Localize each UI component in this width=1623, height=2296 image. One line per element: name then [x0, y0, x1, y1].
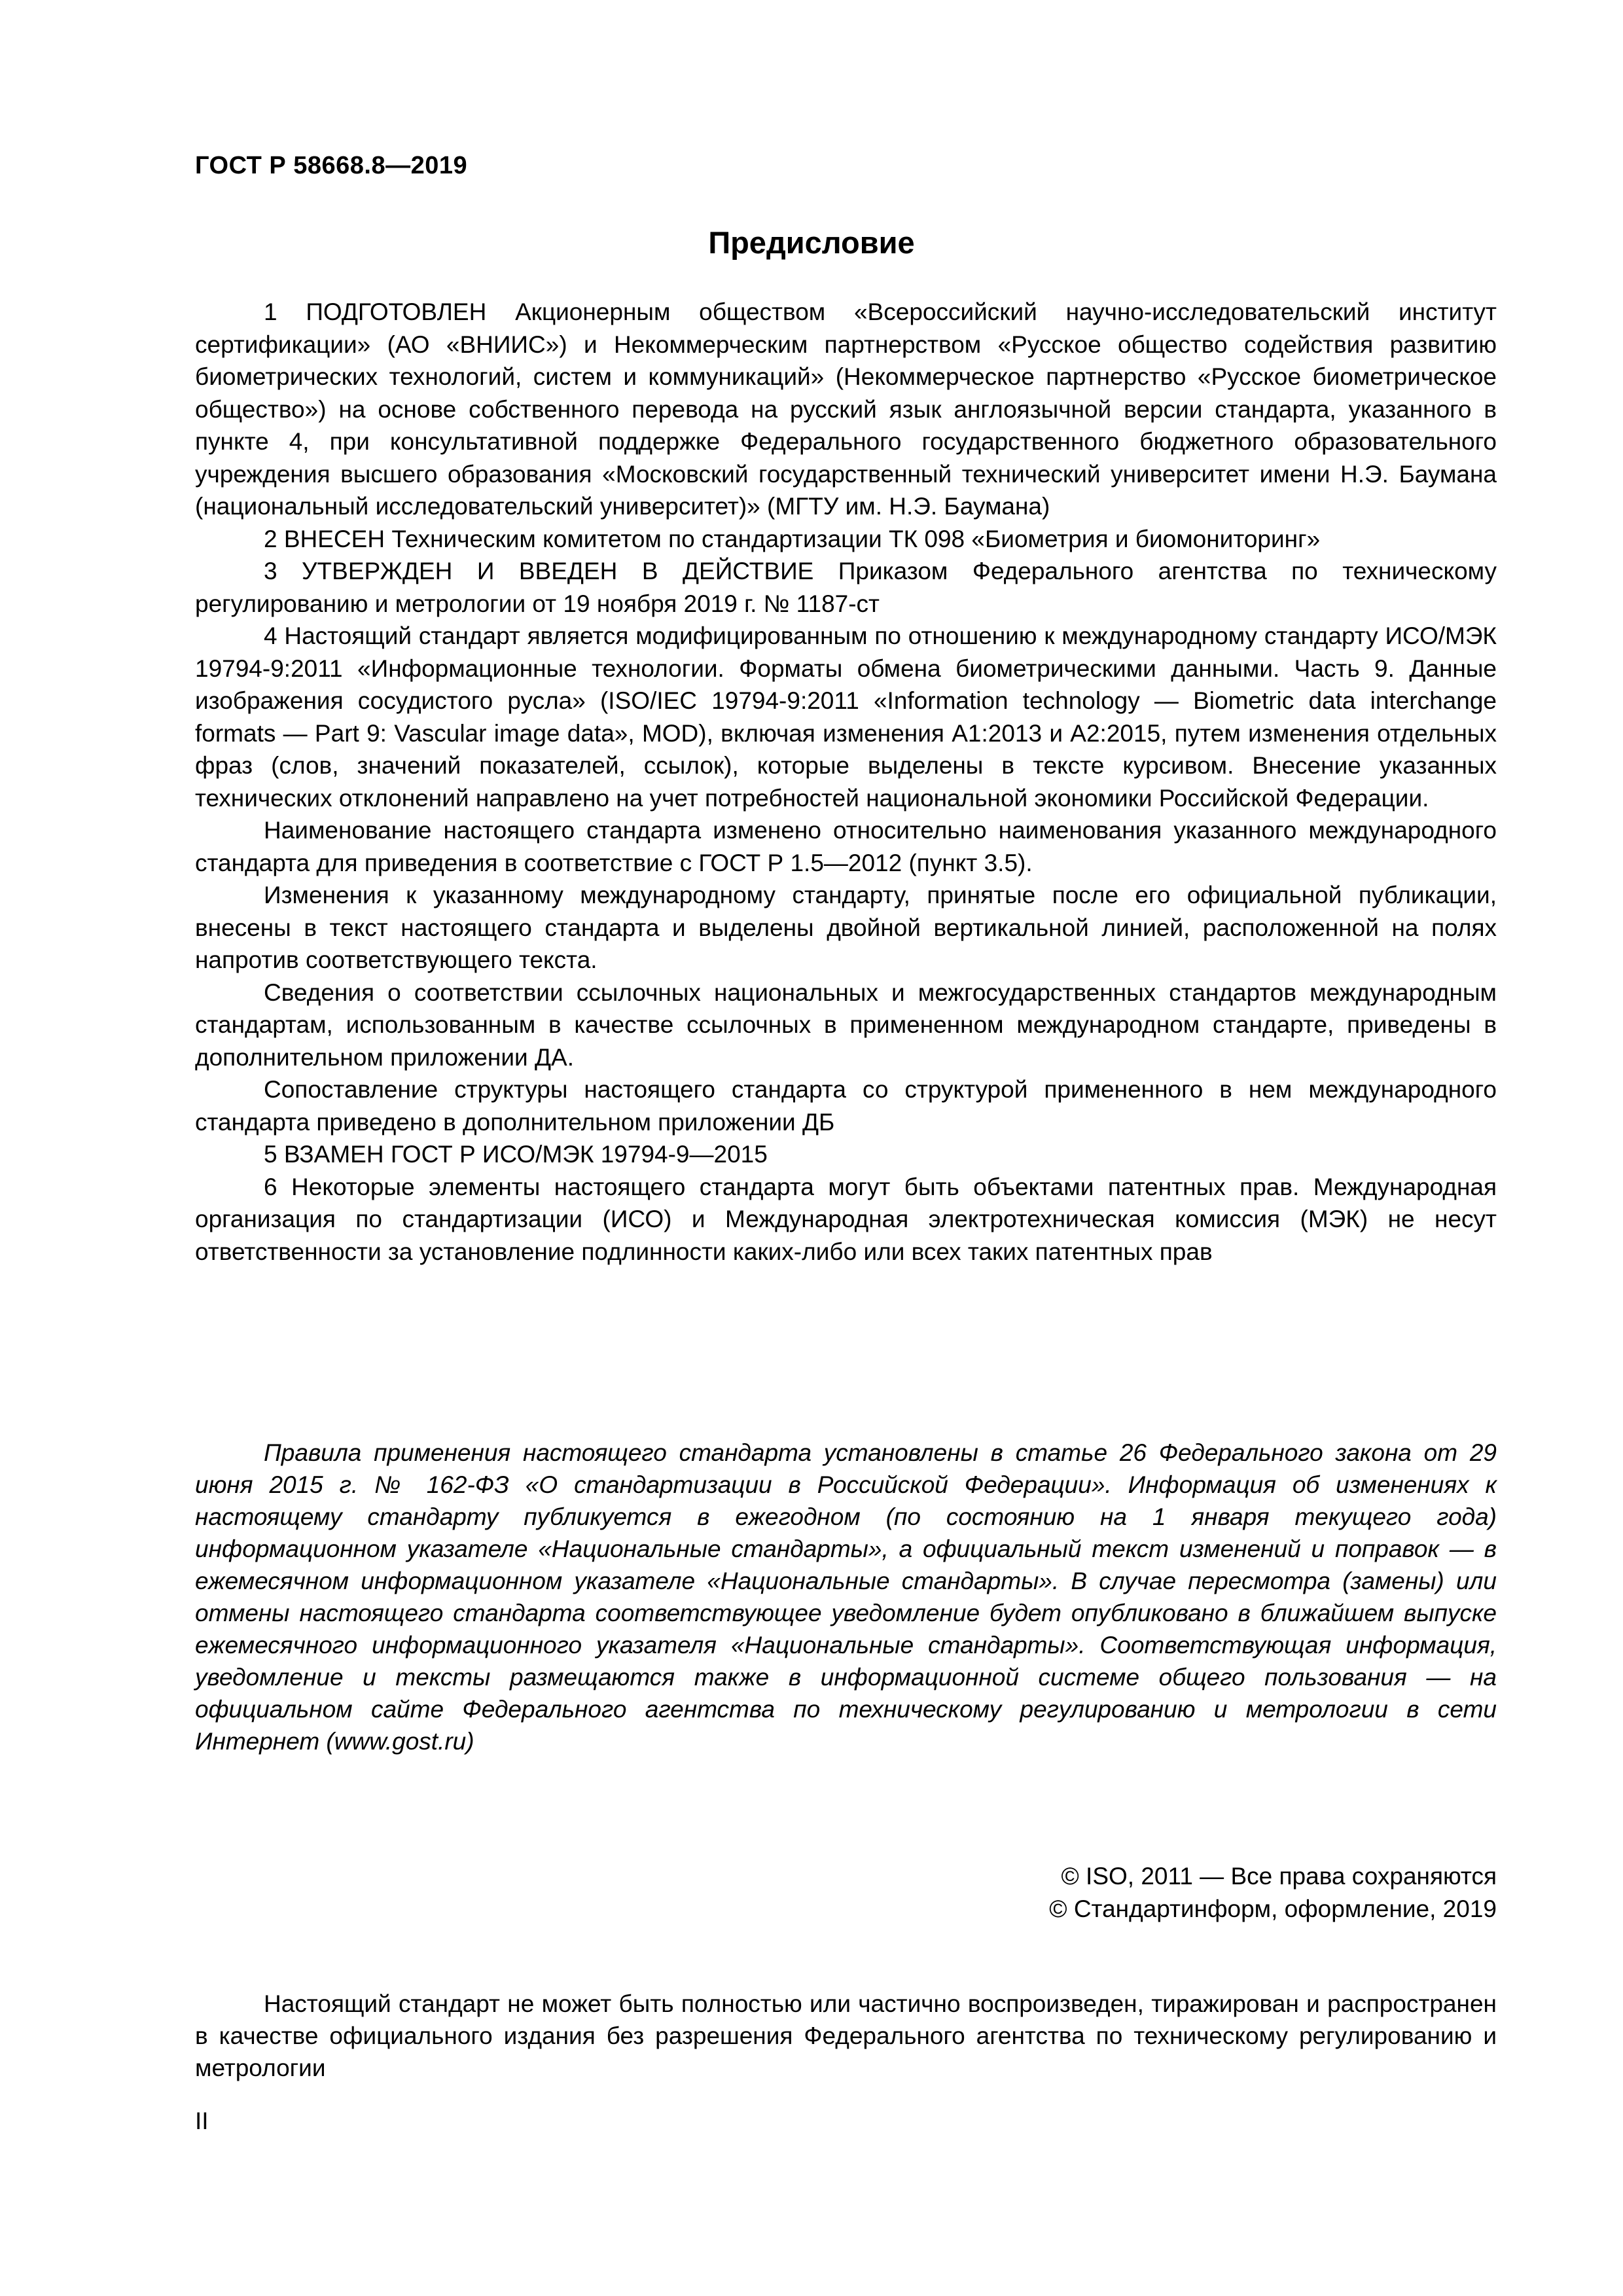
- paragraph-6-patents: 6 Некоторые элементы настоящего стандарта могут быть объектами патентных прав. Международная организация по стандартизации (ИСО) и Международная электротехническая комиссия (МЭК) не несут ответственности за установление подлинности каких-либо или всех таких патентных прав: [195, 1173, 1497, 1265]
- reproduction-notice: [195, 1988, 1497, 2084]
- paragraph-title-change: Наименование настоящего стандарта изменено относительно наименования указанного международного стандарта для приведения в соответствие с ГОСТ Р 1.5—2012 (пункт 3.5).: [195, 817, 1497, 876]
- copyright-iso: © ISO, 2011 — Все права сохраняются: [1061, 1863, 1497, 1890]
- paragraph-structure-comparison: Сопоставление структуры настоящего стандарта со структурой примененного в нем международного стандарта приведено в дополнительном приложении ДБ: [195, 1076, 1497, 1136]
- document-code: ГОСТ Р 58668.8—2019: [195, 152, 468, 179]
- paragraph-2-submitted: 2 ВНЕСЕН Техническим комитетом по стандартизации ТК 098 «Биометрия и биомониторинг»: [264, 525, 1321, 552]
- paragraph-1-prepared: 1 ПОДГОТОВЛЕН Акционерным обществом «Всероссийский научно-исследовательский институт сертификации» (АО «ВНИИС») и Некоммерческим партнерством «Русское общество содействия развитию биометрических технологий, систем и коммуникаций» (Некоммерческое партнерство «Русское биометрическое общество») на основе собственного перевода на русский язык англоязычной версии стандарта, указанного в пункте 4, при консультативной поддержке Федерального государственного бюджетного образовательного учреждения высшего образования «Московский государственный технический университет имени Н.Э. Баумана (национальный исследовательский университет)» (МГТУ им. Н.Э. Баумана): [195, 298, 1497, 520]
- paragraph-4-modified: 4 Настоящий стандарт является модифицированным по отношению к международному стандарту ИСО/МЭК 19794-9:2011 «Информационные технологии. Форматы обмена биометрическими данными. Часть 9. Данные изображения сосудистого русла» (ISO/IEC 19794-9:2011 «Information technology — Biometric data interchange formats — Part 9: Vascular image data», MOD), включая изменения A1:2013 и A2:2015, путем изменения отдельных фраз (слов, значений показателей, ссылок), которые выделены в тексте курсивом. Внесение указанных технических отклонений направлено на учет потребностей национальной экономики Российской Федерации.: [195, 622, 1497, 812]
- copyright-standartinform: © Стандартинформ, оформление, 2019: [1049, 1895, 1497, 1922]
- rules-note: [195, 1437, 1497, 1757]
- foreword-body: [195, 296, 1497, 1268]
- page-number: II: [195, 2108, 209, 2134]
- paragraph-5-replaces: 5 ВЗАМЕН ГОСТ Р ИСО/МЭК 19794-9—2015: [264, 1141, 768, 1168]
- reproduction-notice-text: Настоящий стандарт не может быть полностью или частично воспроизведен, тиражирован и распространен в качестве официального издания без разрешения Федерального агентства по техническому регулированию и метрологии: [195, 1990, 1497, 2081]
- page-title: Предисловие: [708, 225, 915, 260]
- paragraph-3-approved: 3 УТВЕРЖДЕН И ВВЕДЕН В ДЕЙСТВИЕ Приказом Федерального агентства по техническому регулированию и метрологии от 19 ноября 2019 г. № 1187-ст: [195, 558, 1497, 617]
- copyright-block: [1049, 1860, 1497, 1926]
- paragraph-reference-standards: Сведения о соответствии ссылочных национальных и межгосударственных стандартов международным стандартам, использованным в качестве ссылочных в примененном международном стандарте, приведены в дополнительном приложении ДА.: [195, 978, 1497, 1071]
- rules-note-text: Правила применения настоящего стандарта установлены в статье 26 Федерального закона от 29 июня 2015 г. № 162-ФЗ «О стандартизации в Российской Федерации». Информация об изменениях к настоящему стандарту публикуется в ежегодном (по состоянию на 1 января текущего года) информационном указателе «Национальные стандарты», а официальный текст изменений и поправок — в ежемесячном информационном указателе «Национальные стандарты». В случае пересмотра (замены) или отмены настоящего стандарта соответствующее уведомление будет опубликовано в ближайшем выпуске ежемесячного информационного указателя «Национальные стандарты». Соответствующая информация, уведомление и тексты размещаются также в информационной системе общего пользования — на официальном сайте Федерального агентства по техническому регулированию и метрологии в сети Интернет (www.gost.ru): [195, 1439, 1497, 1755]
- paragraph-amendments: Изменения к указанному международному стандарту, принятые после его официальной публикации, внесены в текст настоящего стандарта и выделены двойной вертикальной линией, расположенной на полях напротив соответствующего текста.: [195, 882, 1497, 973]
